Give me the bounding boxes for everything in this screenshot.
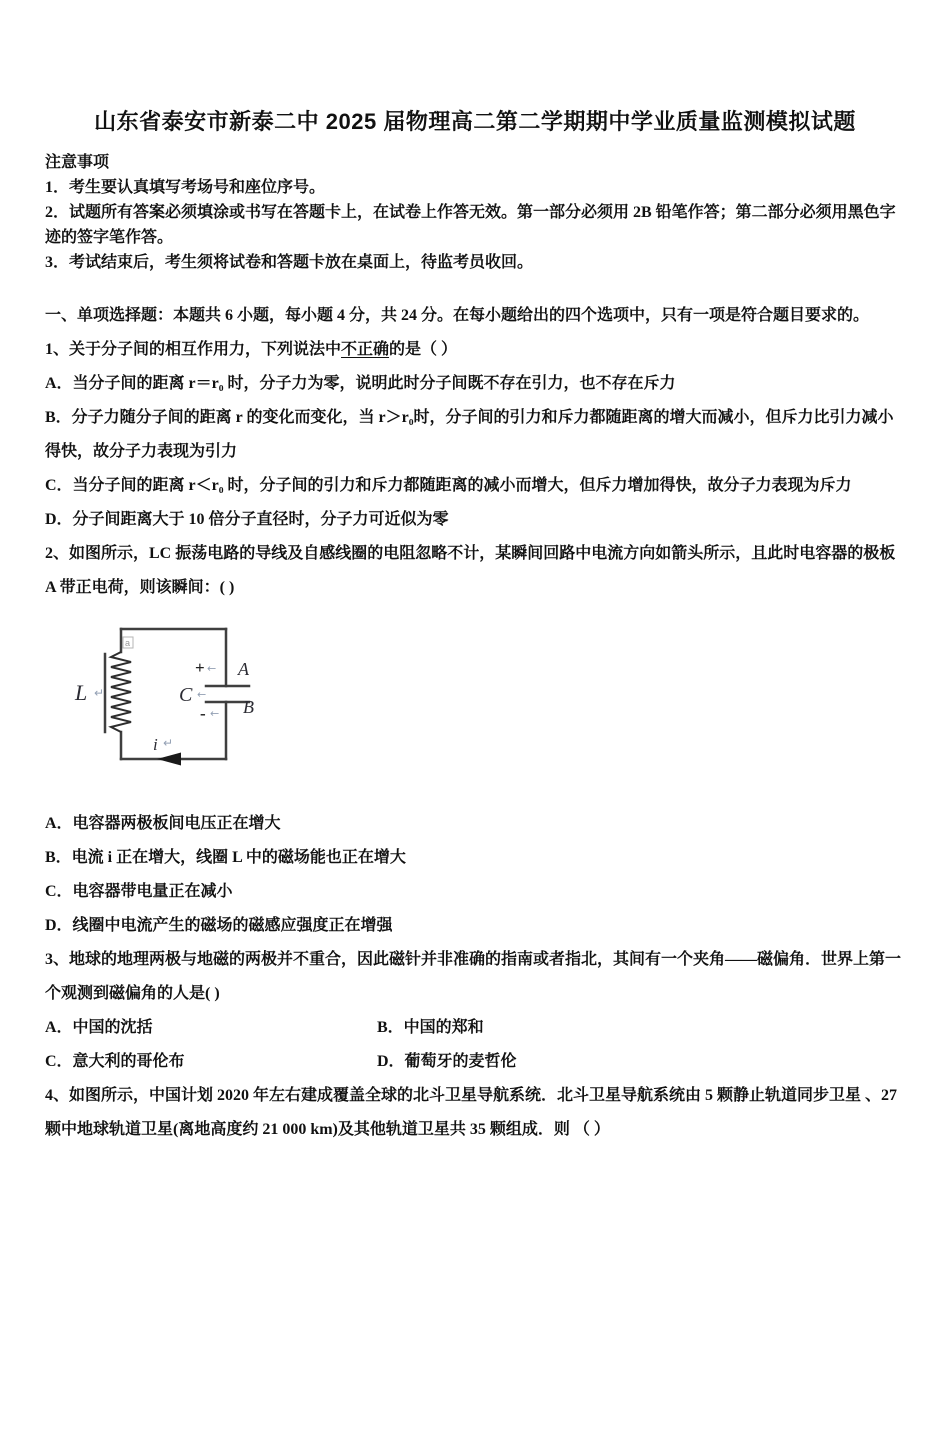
left-arrow-mark-icon: ← bbox=[210, 707, 220, 720]
q3-option-c: C．意大利的哥伦布 bbox=[45, 1053, 185, 1070]
bottom-plate-label: B bbox=[243, 697, 254, 717]
q1-option-d: D．分子间距离大于 10 倍分子直径时，分子力可近似为零 bbox=[45, 511, 449, 528]
current-label: i bbox=[153, 735, 158, 754]
minus-charge-sign: - bbox=[200, 704, 206, 723]
left-arrow-mark-icon: ← bbox=[197, 688, 207, 701]
q3-options bbox=[45, 1011, 905, 1079]
top-plate-label: A bbox=[238, 659, 249, 679]
page-content bbox=[0, 150, 950, 1147]
q2-option-d: D．线圈中电流产生的磁场的磁感应强度正在增强 bbox=[45, 917, 393, 934]
q3-option-b: B．中国的郑和 bbox=[377, 1019, 484, 1036]
notice-item-3: 3．考试结束后，考生须将试卷和答题卡放在桌面上，待监考员收回。 bbox=[45, 254, 534, 271]
page-title: 山东省泰安市新泰二中 2025 届物理高二第二学期期中学业质量监测模拟试题 bbox=[94, 109, 856, 134]
notice-heading: 注意事项 bbox=[45, 154, 110, 171]
q1-stem bbox=[45, 333, 905, 367]
exam-page bbox=[0, 106, 950, 1450]
notice-item-1: 1．考生要认真填写考场号和座位序号。 bbox=[45, 179, 326, 196]
section1-heading: 一、单项选择题：本题共 6 小题，每小题 4 分，共 24 分。在每小题给出的四个选项中，只有一项是符合题目要求的。 bbox=[45, 307, 870, 324]
q4-stem: 4、如图所示，中国计划 2020 年左右建成覆盖全球的北斗卫星导航系统．北斗卫星导航系统由 5 颗静止轨道同步卫星 、27 颗中地球轨道卫星(离地高度约 21 000 km)及其他轨道卫星共 35 颗组成．则 （ ） bbox=[45, 1087, 898, 1138]
q1-stem-underlined: 不正确 bbox=[341, 341, 390, 358]
left-arrow-mark-icon: ← bbox=[207, 662, 217, 675]
return-mark-icon: ↵ bbox=[163, 736, 174, 750]
q2-option-b: B．电流 i 正在增大，线圈 L 中的磁场能也正在增大 bbox=[45, 849, 406, 866]
q3-stem: 3、地球的地理两极与地磁的两极并不重合，因此磁针并非准确的指南或者指北，其间有一个夹角——磁偏角．世界上第一个观测到磁偏角的人是( ) bbox=[45, 951, 902, 1002]
q2-stem: 2、如图所示，LC 振荡电路的导线及自感线圈的电阻忽略不计，某瞬间回路中电流方向如箭头所示，且此时电容器的极板 A 带正电荷，则该瞬间：( ) bbox=[45, 545, 896, 596]
lc-circuit-figure bbox=[45, 605, 905, 807]
q1-stem-pre: 1、关于分子间的相互作用力，下列说法中 bbox=[45, 341, 342, 358]
lc-circuit-svg bbox=[73, 609, 303, 781]
plus-charge-sign: + bbox=[195, 658, 205, 677]
notice-item-2: 2．试题所有答案必须填涂或书写在答题卡上，在试卷上作答无效。第一部分必须用 2B 铅笔作答；第二部分必须用黑色字迹的签字笔作答。 bbox=[45, 204, 896, 246]
inductor-label: L bbox=[75, 680, 88, 705]
q3-option-a: A．中国的沈括 bbox=[45, 1019, 153, 1036]
inductor-coil bbox=[111, 652, 131, 732]
q1-option-b: B．分子力随分子间的距离 r 的变化而变化，当 r＞r₀时，分子间的引力和斥力都随距离的增大而减小，但斥力比引力减小得快，故分子力表现为引力 bbox=[45, 409, 894, 460]
q1-stem-post: 的是（ ） bbox=[389, 341, 458, 358]
capacitor-label: C bbox=[179, 684, 193, 706]
return-mark-icon: ↵ bbox=[94, 686, 105, 700]
q1-option-c: C．当分子间的距离 r＜r₀ 时，分子间的引力和斥力都随距离的减小而增大，但斥力增加得快，故分子力表现为斥力 bbox=[45, 477, 852, 494]
q3-option-d: D．葡萄牙的麦哲伦 bbox=[377, 1053, 517, 1070]
q2-option-a: A．电容器两极板间电压正在增大 bbox=[45, 815, 281, 832]
anchor-mark-icon: a bbox=[125, 638, 131, 648]
q1-option-a: A．当分子间的距离 r＝r₀ 时，分子力为零，说明此时分子间既不存在引力，也不存在斥力 bbox=[45, 375, 676, 392]
q2-option-c: C．电容器带电量正在减小 bbox=[45, 883, 233, 900]
current-direction-arrow-icon bbox=[157, 753, 181, 766]
